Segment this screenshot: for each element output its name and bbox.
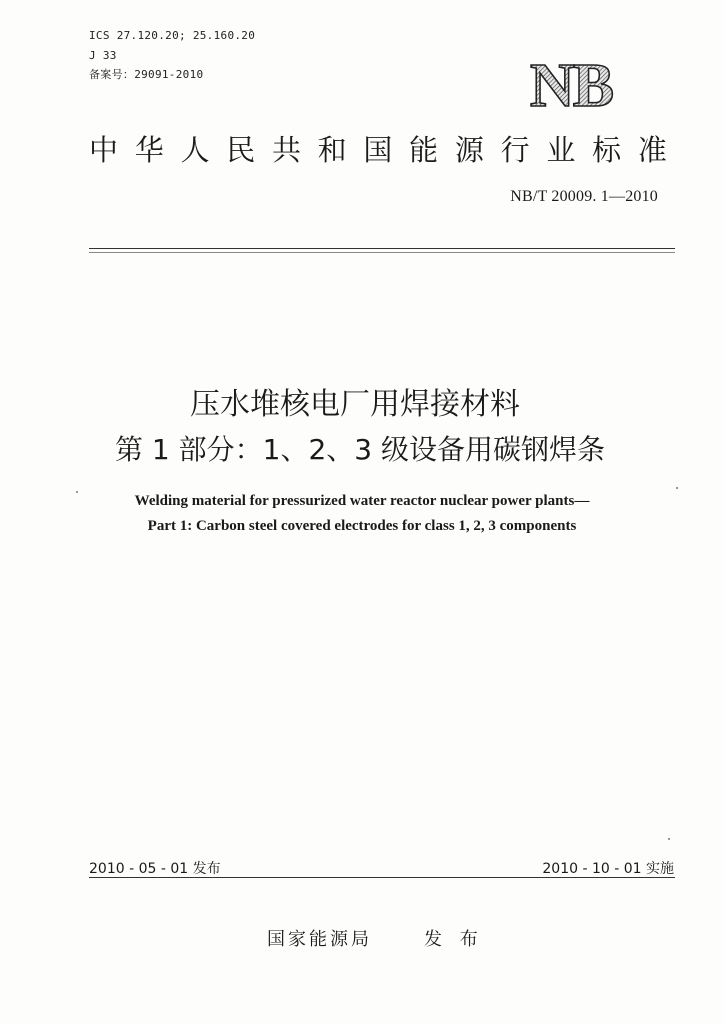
title-char: 中 <box>89 133 119 167</box>
title-char: 民 <box>226 133 256 167</box>
title-char: 业 <box>546 133 576 167</box>
classification-code: J 33 <box>89 49 117 62</box>
industry-standard-title <box>89 130 667 170</box>
issue-date: 2010 - 05 - 01 发布 <box>89 861 221 877</box>
title-char: 源 <box>454 133 484 167</box>
standard-number: NB/T 20009. 1—2010 <box>510 188 658 205</box>
title-char: 行 <box>500 133 530 167</box>
registration-number: 备案号：29091-2010 <box>89 68 204 81</box>
english-title-line-2: Part 1: Carbon steel covered electrodes for class 1, 2, 3 components <box>147 518 577 534</box>
nb-logo <box>506 58 636 110</box>
ics-code: ICS 27.120.20; 25.160.20 <box>89 29 256 42</box>
title-char: 能 <box>409 133 439 167</box>
title-char: 国 <box>363 133 393 167</box>
title-char: 人 <box>180 133 210 167</box>
scan-speck <box>676 487 678 489</box>
publisher-name: 国家能源局 <box>267 929 372 950</box>
logo-text: NB <box>529 58 613 110</box>
title-char: 华 <box>134 133 164 167</box>
header-divider-secondary <box>89 252 675 253</box>
scan-speck <box>668 838 670 840</box>
header-divider <box>89 248 675 249</box>
title-char: 共 <box>271 133 301 167</box>
english-title-line-1: Welding material for pressurized water reactor nuclear power plants— <box>134 493 590 509</box>
implementation-date: 2010 - 10 - 01 实施 <box>542 861 674 877</box>
chinese-title-line-2: 第 1 部分：1、2、3 级设备用碳钢焊条 <box>115 433 605 466</box>
footer-divider <box>89 877 675 878</box>
chinese-title-line-1: 压水堆核电厂用焊接材料 <box>190 387 520 422</box>
title-char: 和 <box>317 133 347 167</box>
title-char: 准 <box>637 133 667 167</box>
title-char: 标 <box>592 133 622 167</box>
scan-speck <box>76 491 78 493</box>
publish-label: 发 布 <box>424 929 484 950</box>
